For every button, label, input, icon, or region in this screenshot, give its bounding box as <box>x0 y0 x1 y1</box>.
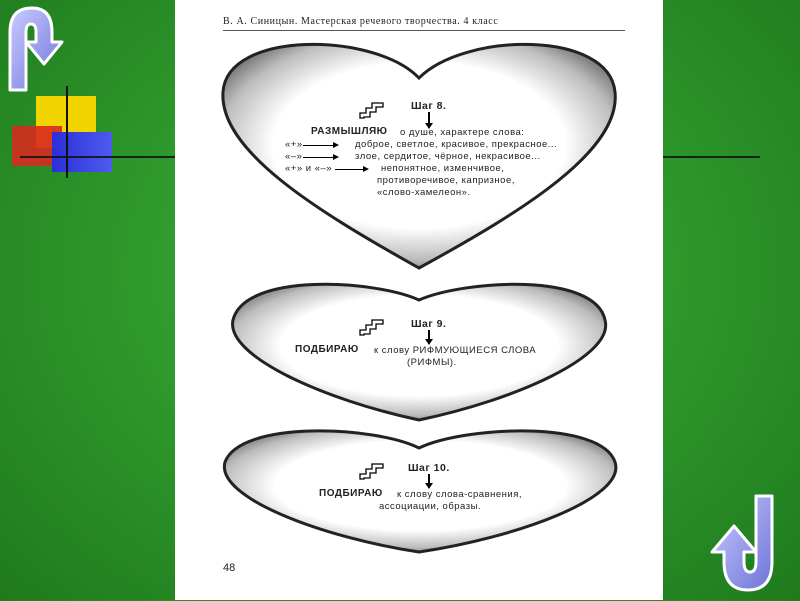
step-8-row-3: непонятное, изменчивое, <box>381 163 505 174</box>
step-10-line-2: ассоциации, образы. <box>379 501 482 512</box>
u-turn-arrow-icon <box>710 492 792 596</box>
book-page <box>175 0 663 600</box>
step-8-intro: о душе, характере слова: <box>400 127 525 138</box>
marker-arrow <box>335 169 365 170</box>
step-8-keyword: РАЗМЫШЛЯЮ <box>311 126 388 137</box>
step-8-marker-minus: «–» <box>285 151 303 162</box>
u-turn-arrow-icon <box>2 2 66 92</box>
step-8-row-2: злое, сердитое, чёрное, некрасивое... <box>355 151 541 162</box>
step-9-title: Шаг 9. <box>411 318 447 330</box>
step-10-title: Шаг 10. <box>408 462 450 474</box>
step-8-continuation-1: противоречивое, капризное, <box>377 175 515 186</box>
step-9-line-2: (РИФМЫ). <box>407 357 457 368</box>
page-number: 48 <box>223 562 236 574</box>
down-arrow <box>428 330 430 340</box>
step-10-keyword: ПОДБИРАЮ <box>319 488 383 499</box>
step-8-marker-both: «+» и «–» <box>285 163 333 174</box>
step-8-row-1: доброе, светлое, красивое, прекрасное... <box>355 139 558 150</box>
down-arrow <box>428 474 430 484</box>
decor-vertical-line <box>66 86 68 178</box>
step-9-line-1: к слову РИФМУЮЩИЕСЯ СЛОВА <box>374 345 537 356</box>
marker-arrow <box>303 157 335 158</box>
step-8-continuation-2: «слово-хамелеон». <box>377 187 471 198</box>
decor-blue-square <box>52 132 112 172</box>
step-8-marker-plus: «+» <box>285 139 303 150</box>
page-header: В. А. Синицын. Мастерская речевого творчества. 4 класс <box>223 16 625 31</box>
marker-arrow <box>303 145 335 146</box>
stairs-icon <box>359 462 385 480</box>
down-arrow <box>428 112 430 124</box>
step-8-title: Шаг 8. <box>411 100 447 112</box>
next-slide-button[interactable] <box>710 492 792 596</box>
prev-slide-button[interactable] <box>2 2 66 92</box>
stairs-icon <box>359 101 385 119</box>
step-10-line-1: к слову слова-сравнения, <box>397 489 523 500</box>
step-9-keyword: ПОДБИРАЮ <box>295 344 359 355</box>
stairs-icon <box>359 318 385 336</box>
